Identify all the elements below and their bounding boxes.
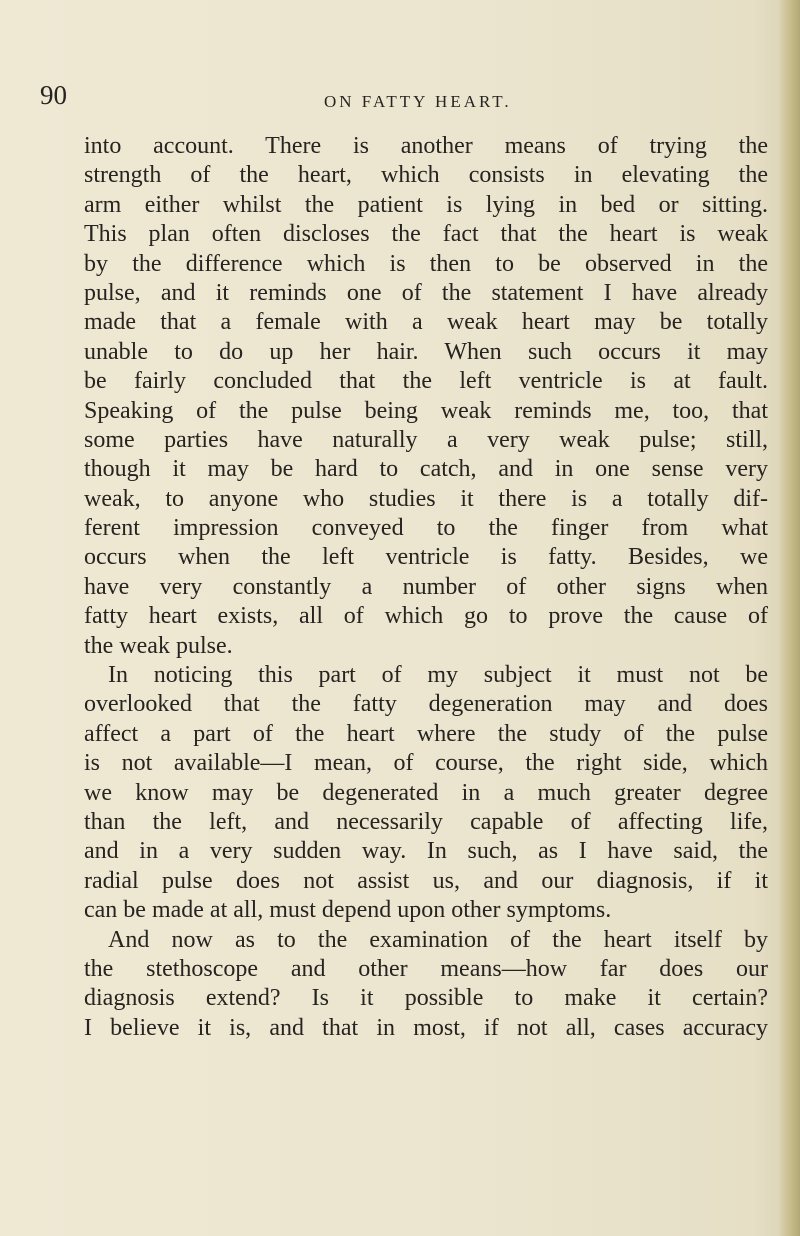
text-line: This plan often discloses the fact that the heart is weak (84, 221, 768, 248)
body-text (84, 132, 768, 1043)
text-line: radial pulse does not assist us, and our diagnosis, if it (84, 867, 768, 894)
text-line: we know may be degenerated in a much greater degree (84, 779, 768, 806)
running-head: ON FATTY HEART. (324, 92, 512, 111)
text-line: Speaking of the pulse being weak reminds me, too, that (84, 397, 768, 424)
text-line: And now as to the examination of the heart itself by (108, 926, 768, 953)
text-line: arm either whilst the patient is lying in bed or sitting. (84, 191, 768, 218)
text-line: affect a part of the heart where the study of the pulse (84, 720, 768, 747)
text-line: have very constantly a number of other signs when (84, 573, 768, 600)
text-line: be fairly concluded that the left ventricle is at fault. (84, 368, 768, 395)
text-line: diagnosis extend? Is it possible to make it certain? (84, 985, 768, 1012)
text-line: made that a female with a weak heart may be totally (84, 309, 768, 336)
text-line: can be made at all, must depend upon other symptoms. (84, 897, 612, 924)
text-line: fatty heart exists, all of which go to prove the cause of (84, 603, 768, 630)
text-line: occurs when the left ventricle is fatty. Besides, we (84, 544, 768, 571)
text-line: the stethoscope and other means—how far does our (84, 955, 768, 982)
text-line: overlooked that the fatty degeneration may and does (84, 691, 768, 718)
text-line: unable to do up her hair. When such occurs it may (84, 338, 768, 365)
text-line: than the left, and necessarily capable of affecting life, (84, 808, 768, 835)
text-line: ferent impression conveyed to the finger from what (84, 515, 768, 542)
text-line: into account. There is another means of trying the (84, 133, 768, 159)
text-line: the weak pulse. (84, 632, 233, 659)
text-line: and in a very sudden way. In such, as I have said, the (84, 838, 768, 865)
page-number: 90 (40, 80, 67, 110)
text-line: is not available—I mean, of course, the right side, which (84, 750, 768, 777)
text-line: strength of the heart, which consists in elevating the (84, 162, 768, 189)
text-line: pulse, and it reminds one of the statement I have already (84, 279, 768, 306)
text-line: weak, to anyone who studies it there is a totally dif- (84, 485, 768, 512)
page-edge-shadow (778, 0, 800, 1236)
text-line: though it may be hard to catch, and in one sense very (84, 456, 768, 483)
text-line: I believe it is, and that in most, if not all, cases accuracy (84, 1014, 768, 1041)
text-line: some parties have naturally a very weak pulse; still, (84, 426, 768, 453)
text-line: In noticing this part of my subject it must not be (108, 662, 768, 689)
text-line: by the difference which is then to be observed in the (84, 250, 768, 277)
